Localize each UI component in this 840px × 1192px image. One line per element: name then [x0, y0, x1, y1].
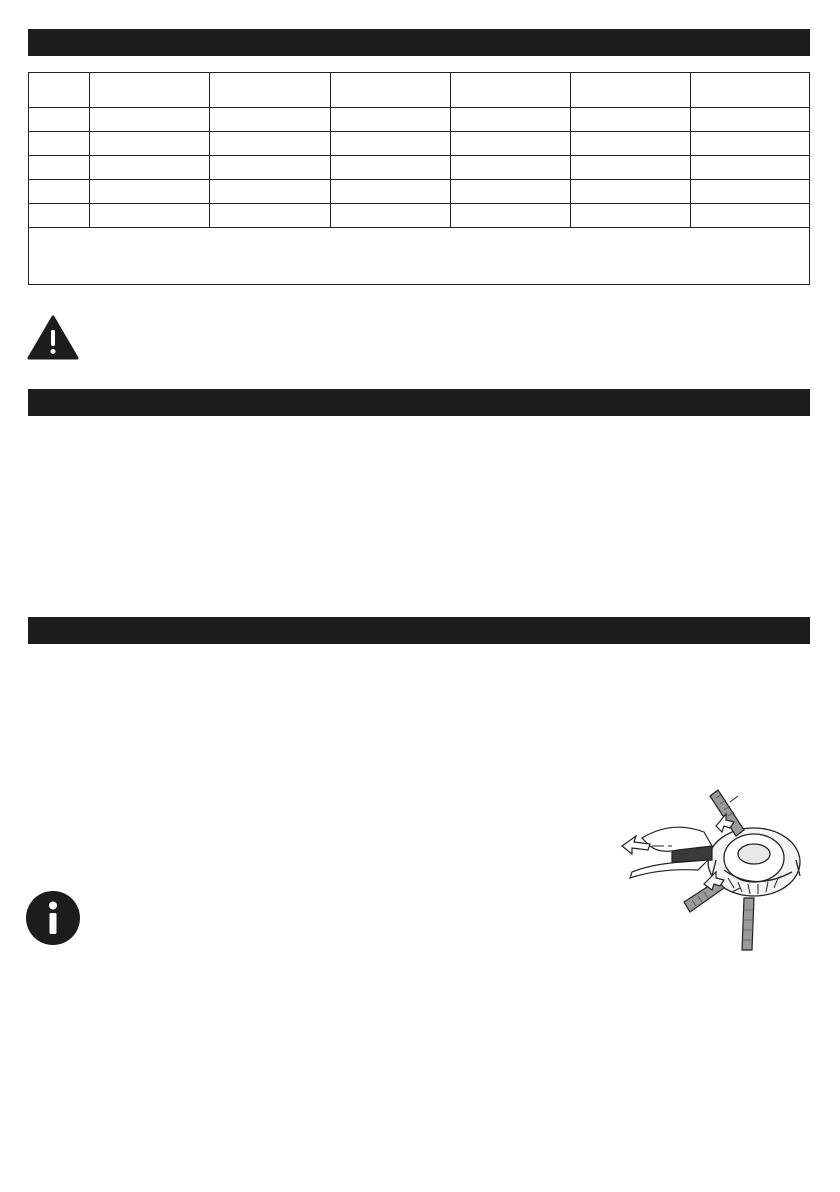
table-cell — [330, 132, 451, 156]
section-header-2 — [28, 389, 810, 416]
table-cell — [209, 156, 330, 180]
table-cell — [209, 132, 330, 156]
table-cell — [691, 204, 810, 228]
table-row — [29, 180, 810, 204]
table-cell — [29, 180, 90, 204]
table-cell — [451, 132, 571, 156]
warning-triangle-icon — [27, 315, 79, 360]
table-header-cell — [209, 73, 330, 108]
table-cell — [89, 108, 209, 132]
section-header-3 — [28, 617, 810, 644]
table-cell — [691, 108, 810, 132]
table-header-cell — [691, 73, 810, 108]
table-cell — [571, 204, 691, 228]
table-cell — [571, 180, 691, 204]
info-circle-icon — [25, 890, 81, 946]
table-cell — [29, 204, 90, 228]
table-cell — [29, 108, 90, 132]
table-cell — [691, 132, 810, 156]
table-row — [29, 204, 810, 228]
table-cell — [29, 156, 90, 180]
section-header-1 — [28, 29, 810, 56]
table-header-row — [29, 73, 810, 108]
table-cell — [330, 108, 451, 132]
table-note — [29, 228, 810, 285]
table-cell — [330, 180, 451, 204]
table-header-cell — [89, 73, 209, 108]
table-cell — [330, 156, 451, 180]
table-cell — [89, 132, 209, 156]
table-row — [29, 156, 810, 180]
table-cell — [691, 180, 810, 204]
table-cell — [691, 156, 810, 180]
table-cell — [29, 132, 90, 156]
table-header-cell — [330, 73, 451, 108]
table-cell — [209, 180, 330, 204]
table-cell — [89, 156, 209, 180]
table-cell — [330, 204, 451, 228]
table-cell — [571, 132, 691, 156]
table-row — [29, 108, 810, 132]
specification-table — [28, 72, 810, 285]
table-cell — [451, 108, 571, 132]
table-cell — [451, 204, 571, 228]
table-cell — [89, 204, 209, 228]
table-cell — [89, 180, 209, 204]
table-cell — [571, 156, 691, 180]
table-header-cell — [29, 73, 90, 108]
assembly-illustration — [612, 780, 812, 956]
table-cell — [209, 204, 330, 228]
table-header-cell — [451, 73, 571, 108]
table-note-row — [29, 228, 810, 285]
table-header-cell — [571, 73, 691, 108]
table-cell — [451, 180, 571, 204]
table-row — [29, 132, 810, 156]
table-cell — [451, 156, 571, 180]
table-cell — [209, 108, 330, 132]
table-cell — [571, 108, 691, 132]
